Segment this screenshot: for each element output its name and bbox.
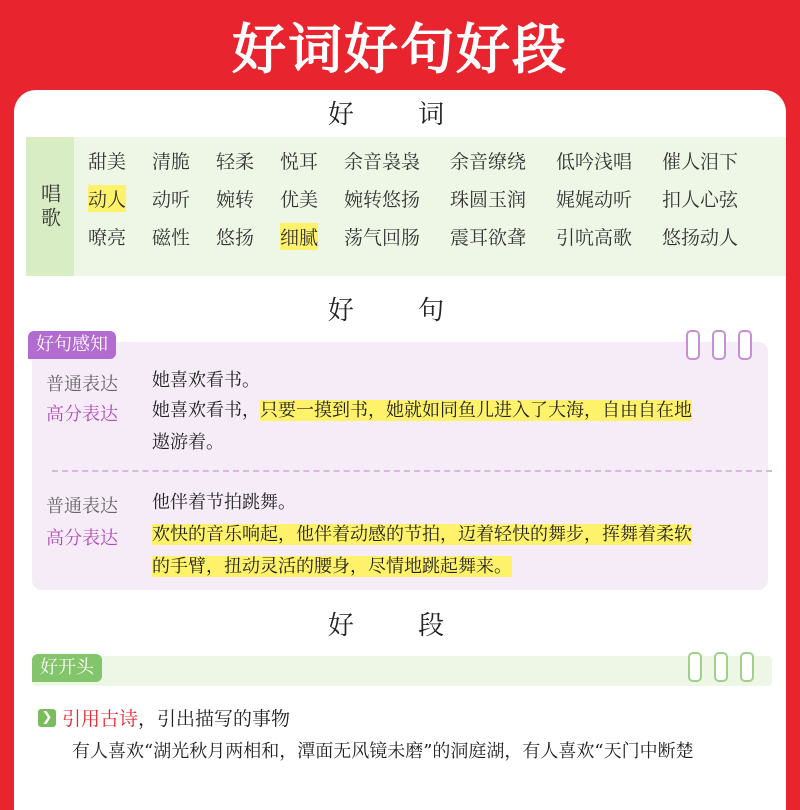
paragraph-bar [32, 656, 772, 686]
high-text-2-highlight-1: 欢快的音乐响起，他伴着动感的节拍，迈着轻快的舞步，挥舞着柔软 [152, 524, 692, 545]
high-text-2-line1 [152, 519, 692, 551]
high-text-1-line2: 遨游着。 [152, 432, 224, 453]
high-text-2-highlight-2: 的手臂，扭动灵活的腰身，尽情地跳起舞来。 [152, 556, 512, 577]
word-item: 余音袅袅 [344, 151, 421, 173]
divider [52, 470, 772, 472]
high-text-2-line2 [152, 551, 512, 583]
word-item: 低吟浅唱 [556, 151, 633, 173]
word-item: 催人泪下 [662, 151, 739, 173]
words-grid [74, 137, 786, 276]
word-item: 引吭高歌 [556, 227, 633, 249]
paragraph-tag: 好开头 [32, 654, 102, 682]
high-label-2: 高分表达 [46, 528, 118, 549]
word-item: 婉转悠扬 [344, 189, 421, 211]
banner-title: 好词好句好段 [232, 17, 568, 81]
word-item: 婉转 [216, 189, 255, 211]
normal-label-2: 普通表达 [46, 496, 118, 517]
word-item: 娓娓动听 [556, 189, 633, 211]
word-item: 轻柔 [216, 151, 255, 173]
pin-icon [714, 652, 728, 682]
word-item: 甜美 [88, 151, 127, 173]
sentences-box [32, 342, 768, 590]
word-item: 动人 [88, 185, 126, 212]
words-table [26, 137, 786, 276]
chevron-right-icon: ❯ [38, 709, 56, 727]
words-category-label: 唱歌 [37, 182, 62, 231]
word-item: 珠圆玉润 [450, 189, 527, 211]
word-item: 震耳欲聋 [450, 227, 527, 249]
word-item: 嘹亮 [88, 227, 127, 249]
sentences-section-title: 好 句 [327, 296, 473, 326]
word-item: 荡气回肠 [344, 227, 421, 249]
high-text-1-line1 [152, 395, 692, 427]
word-item: 悦耳 [280, 151, 319, 173]
word-item: 优美 [280, 189, 319, 211]
words-section-title: 好 词 [327, 100, 473, 130]
word-item: 动听 [152, 189, 191, 211]
words-category [26, 137, 74, 276]
bullet-red: 引用古诗 [62, 708, 139, 730]
word-item: 扣人心弦 [662, 189, 739, 211]
banner [0, 0, 800, 90]
word-item: 细腻 [280, 223, 318, 250]
pin-icon [688, 652, 702, 682]
word-item: 余音缭绕 [450, 151, 527, 173]
bullet-rest: ，引出描写的事物 [138, 708, 291, 730]
word-item: 清脆 [152, 151, 191, 173]
sentences-tag: 好句感知 [28, 331, 116, 359]
purple-pins [686, 330, 752, 360]
normal-label-1: 普通表达 [46, 374, 118, 395]
pin-icon [686, 330, 700, 360]
word-item: 悠扬 [216, 227, 255, 249]
high-label-1: 高分表达 [46, 404, 118, 425]
bullet-heading [62, 704, 290, 731]
content-card [14, 90, 786, 810]
word-item: 悠扬动人 [662, 227, 739, 249]
normal-text-1: 她喜欢看书。 [152, 370, 260, 391]
word-item: 磁性 [152, 227, 191, 249]
paragraph-body-line1: 有人喜欢“湖光秋月两相和，潭面无风镜未磨”的洞庭湖，有人喜欢“天门中断楚 [72, 741, 694, 762]
pin-icon [712, 330, 726, 360]
pin-icon [740, 652, 754, 682]
normal-text-2: 他伴着节拍跳舞。 [152, 492, 296, 513]
high-text-1-prefix: 她喜欢看书， [152, 400, 260, 421]
high-text-1-highlight: 只要一摸到书，她就如同鱼儿进入了大海，自由自在地 [260, 400, 692, 421]
green-pins [688, 652, 754, 682]
pin-icon [738, 330, 752, 360]
paragraphs-section-title: 好 段 [327, 611, 473, 641]
